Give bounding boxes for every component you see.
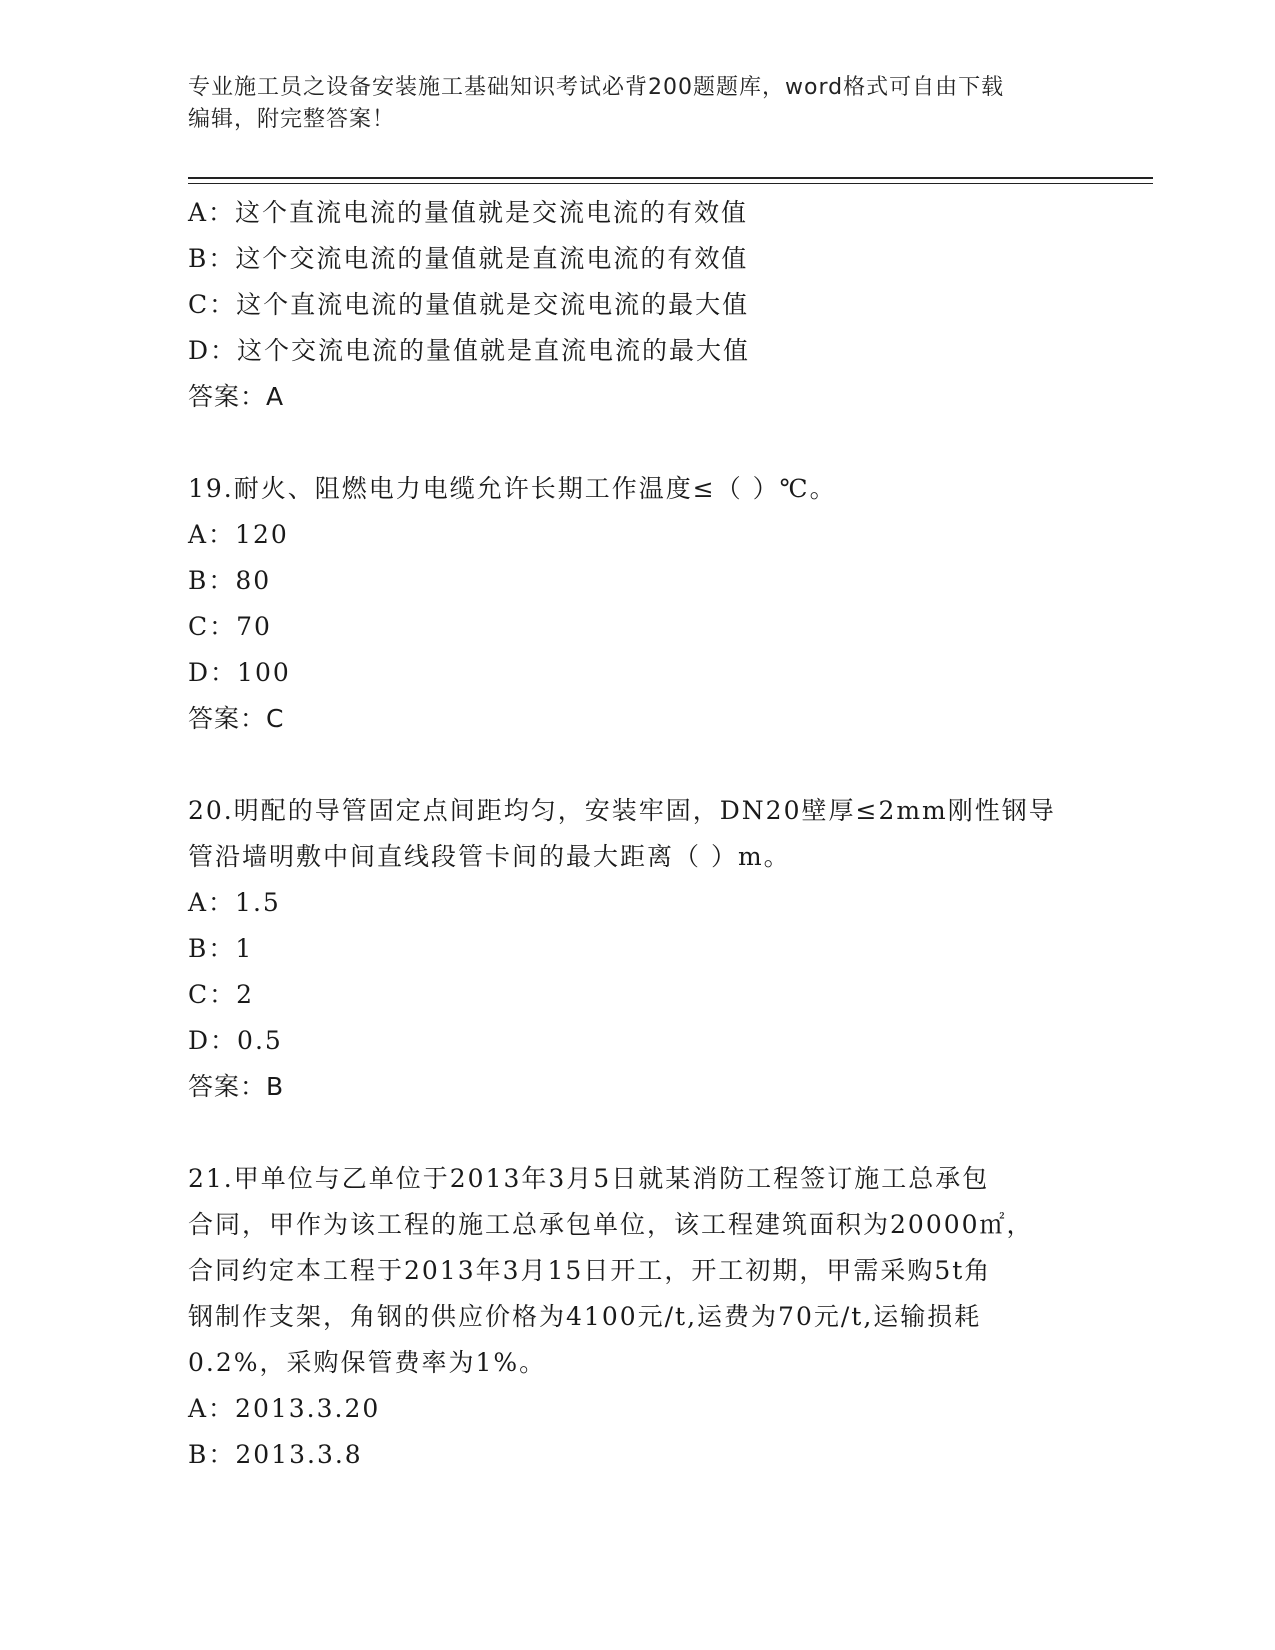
question-20-block	[188, 788, 1078, 1110]
q21-question-line-3: 合同约定本工程于2013年3月15日开工，开工初期，甲需采购5t角	[188, 1256, 992, 1285]
q18-answer: 答案：A	[188, 382, 285, 411]
question-content	[188, 190, 1078, 1478]
document-header	[188, 72, 1088, 136]
question-21-block	[188, 1156, 1078, 1478]
q19-answer: 答案：C	[188, 704, 285, 733]
spacer	[188, 1110, 1078, 1156]
spacer	[188, 420, 1078, 466]
header-title-line-1: 专业施工员之设备安装施工基础知识考试必背200题题库，word格式可自由下载	[188, 75, 1005, 100]
header-divider-thin	[188, 183, 1153, 184]
q19-option-c: C：70	[188, 612, 272, 641]
q21-question-line-5: 0.2%，采购保管费率为1%。	[188, 1348, 547, 1377]
q20-option-a: A：1.5	[188, 888, 281, 917]
q19-option-b: B：80	[188, 566, 272, 595]
question-18-block	[188, 190, 1078, 420]
q18-option-c: C：这个直流电流的量值就是交流电流的最大值	[188, 290, 750, 319]
q18-option-b: B：这个交流电流的量值就是直流电流的有效值	[188, 244, 749, 273]
q19-option-d: D：100	[188, 658, 291, 687]
spacer	[188, 742, 1078, 788]
q20-option-d: D：0.5	[188, 1026, 283, 1055]
header-divider-thick	[188, 177, 1153, 179]
q20-answer: 答案：B	[188, 1072, 285, 1101]
q20-option-b: B：1	[188, 934, 254, 963]
q21-question-line-4: 钢制作支架，角钢的供应价格为4100元/t,运费为70元/t,运输损耗	[188, 1302, 982, 1331]
header-title-line-2: 编辑，附完整答案！	[188, 107, 396, 132]
q19-option-a: A：120	[188, 520, 289, 549]
q20-option-c: C：2	[188, 980, 255, 1009]
q21-option-b: B：2013.3.8	[188, 1440, 363, 1469]
q21-option-a: A：2013.3.20	[188, 1394, 381, 1423]
q21-question-line-1: 21.甲单位与乙单位于2013年3月5日就某消防工程签订施工总承包	[188, 1164, 990, 1193]
question-19-block	[188, 466, 1078, 742]
q21-question-line-2: 合同，甲作为该工程的施工总承包单位，该工程建筑面积为20000㎡，	[188, 1210, 1034, 1239]
q20-question-line-2: 管沿墙明敷中间直线段管卡间的最大距离（ ）m。	[188, 842, 791, 871]
q18-option-d: D：这个交流电流的量值就是直流电流的最大值	[188, 336, 751, 365]
q18-option-a: A：这个直流电流的量值就是交流电流的有效值	[188, 198, 749, 227]
q19-question: 19.耐火、阻燃电力电缆允许长期工作温度≤（ ）℃。	[188, 474, 837, 503]
q20-question-line-1: 20.明配的导管固定点间距均匀，安装牢固，DN20壁厚≤2mm刚性钢导	[188, 796, 1056, 825]
